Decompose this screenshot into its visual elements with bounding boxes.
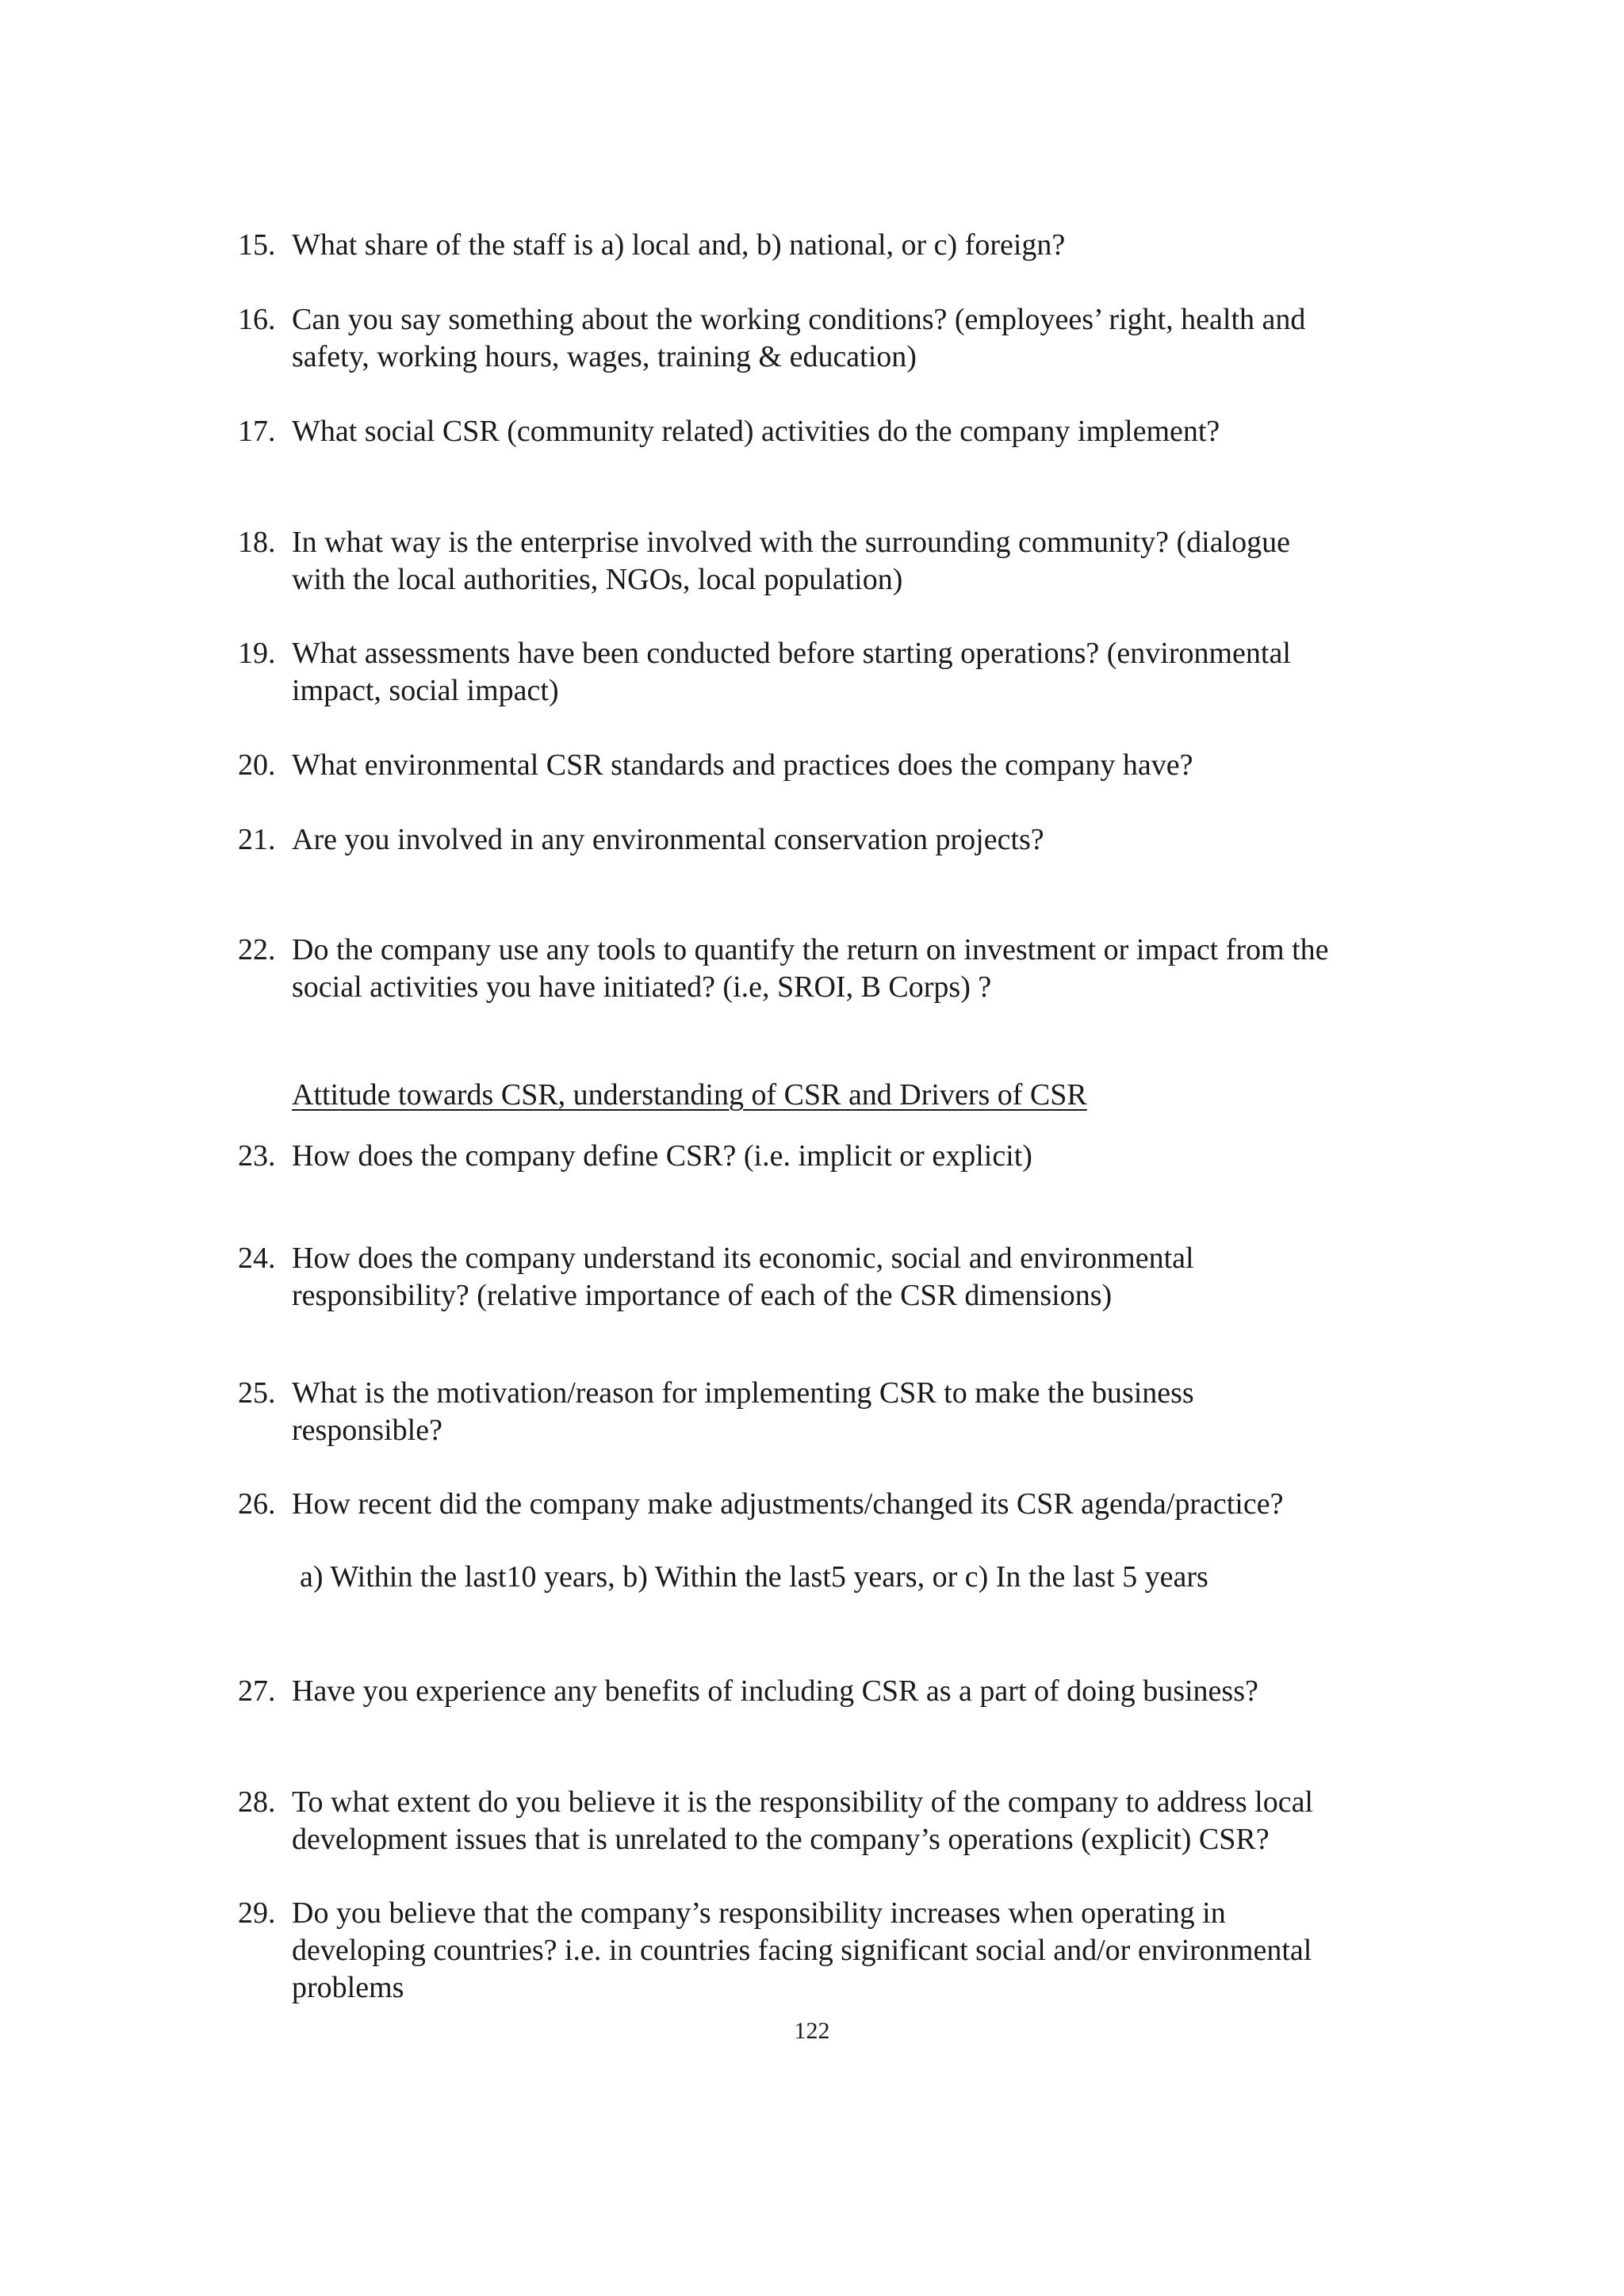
question-27 xyxy=(238,1673,1443,1710)
question-text xyxy=(292,1375,1443,1449)
question-26 xyxy=(238,1486,1443,1523)
question-line: impact, social impact) xyxy=(292,674,559,707)
question-number: 16. xyxy=(238,303,276,336)
question-line: safety, working hours, wages, training & education) xyxy=(292,340,917,373)
question-line: social activities you have initiated? (i.e, SROI, B Corps) ? xyxy=(292,970,992,1004)
question-25 xyxy=(238,1375,1443,1449)
question-23 xyxy=(238,1138,1443,1175)
question-line: with the local authorities, NGOs, local population) xyxy=(292,563,903,596)
question-line: Do you believe that the company’s responsibility increases when operating in xyxy=(292,1896,1226,1930)
question-line: What social CSR (community related) activities do the company implement? xyxy=(292,415,1220,448)
question-number: 25. xyxy=(238,1376,276,1410)
question-text xyxy=(292,1895,1443,2007)
question-line: How does the company understand its economic, social and environmental xyxy=(292,1242,1194,1275)
question-28 xyxy=(238,1784,1443,1858)
question-text xyxy=(292,821,1443,859)
question-line: What share of the staff is a) local and, b) national, or c) foreign? xyxy=(292,228,1066,262)
question-text xyxy=(292,932,1443,1006)
question-number: 29. xyxy=(238,1896,276,1930)
question-24 xyxy=(238,1240,1443,1314)
question-number: 24. xyxy=(238,1242,276,1275)
question-line: responsible? xyxy=(292,1414,442,1447)
question-16 xyxy=(238,301,1443,376)
question-17 xyxy=(238,413,1443,450)
question-26-options: a) Within the last10 years, b) Within the last5 years, or c) In the last 5 years xyxy=(300,1560,1208,1594)
question-line: problems xyxy=(292,1971,404,2004)
question-number: 23. xyxy=(238,1139,276,1173)
question-line: Have you experience any benefits of including CSR as a part of doing business? xyxy=(292,1674,1258,1708)
question-18 xyxy=(238,524,1443,599)
question-22 xyxy=(238,932,1443,1006)
question-19 xyxy=(238,635,1443,710)
question-number: 21. xyxy=(238,823,276,856)
question-line: In what way is the enterprise involved with the surrounding community? (dialogue xyxy=(292,526,1290,559)
question-text xyxy=(292,524,1443,599)
question-line: Are you involved in any environmental conservation projects? xyxy=(292,823,1044,856)
question-15 xyxy=(238,227,1443,264)
question-text xyxy=(292,1138,1443,1175)
question-number: 20. xyxy=(238,748,276,782)
question-number: 15. xyxy=(238,228,276,262)
question-number: 18. xyxy=(238,526,276,559)
question-29 xyxy=(238,1895,1443,2007)
question-line: How does the company define CSR? (i.e. implicit or explicit) xyxy=(292,1139,1032,1173)
question-20 xyxy=(238,747,1443,784)
question-text xyxy=(292,1673,1443,1710)
question-number: 28. xyxy=(238,1785,276,1819)
question-text xyxy=(292,635,1443,710)
question-line: What is the motivation/reason for implementing CSR to make the business xyxy=(292,1376,1194,1410)
question-text xyxy=(292,1240,1443,1314)
question-line: Can you say something about the working conditions? (employees’ right, health and xyxy=(292,303,1306,336)
question-line: What assessments have been conducted before starting operations? (environmental xyxy=(292,637,1291,670)
question-text xyxy=(292,227,1443,264)
question-line: What environmental CSR standards and practices does the company have? xyxy=(292,748,1193,782)
question-line: To what extent do you believe it is the responsibility of the company to address local xyxy=(292,1785,1313,1819)
question-text xyxy=(292,747,1443,784)
question-line: Do the company use any tools to quantify the return on investment or impact from the xyxy=(292,933,1329,966)
question-line: How recent did the company make adjustments/changed its CSR agenda/practice? xyxy=(292,1487,1284,1521)
question-number: 26. xyxy=(238,1487,276,1521)
page-number: 122 xyxy=(794,2018,830,2044)
question-text xyxy=(292,1486,1443,1523)
question-number: 27. xyxy=(238,1674,276,1708)
question-number: 17. xyxy=(238,415,276,448)
question-line: responsibility? (relative importance of each of the CSR dimensions) xyxy=(292,1279,1113,1312)
question-number: 22. xyxy=(238,933,276,966)
question-number: 19. xyxy=(238,637,276,670)
section-heading: Attitude towards CSR, understanding of CSR and Drivers of CSR xyxy=(292,1078,1087,1112)
question-21 xyxy=(238,821,1443,859)
question-text xyxy=(292,301,1443,376)
question-line: development issues that is unrelated to the company’s operations (explicit) CSR? xyxy=(292,1823,1270,1856)
question-text xyxy=(292,1784,1443,1858)
question-line: developing countries? i.e. in countries facing significant social and/or environmental xyxy=(292,1934,1312,1967)
question-text xyxy=(292,413,1443,450)
